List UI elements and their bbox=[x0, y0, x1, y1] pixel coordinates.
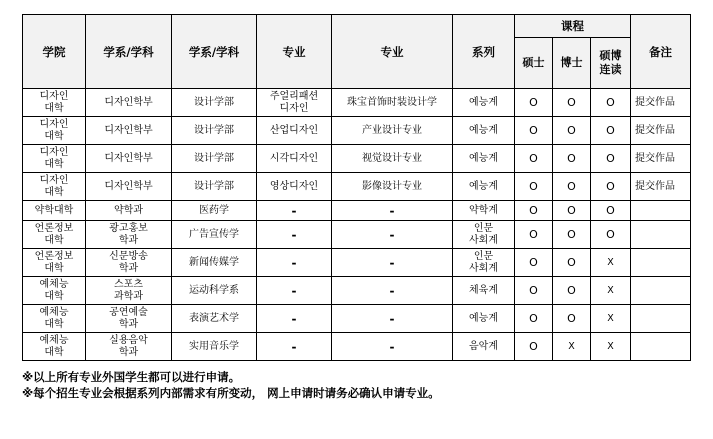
combined-cell: O bbox=[591, 173, 631, 201]
dept-ko-cell: 디자인학부 bbox=[86, 89, 172, 117]
combined-cell: X bbox=[591, 333, 631, 361]
dept-zh-cell: 设计学部 bbox=[172, 89, 257, 117]
note-cell: 提交作品 bbox=[631, 89, 691, 117]
note-cell: 提交作品 bbox=[631, 145, 691, 173]
combined-cell: O bbox=[591, 145, 631, 173]
footnotes bbox=[22, 369, 702, 401]
series-cell: 인문 사회계 bbox=[453, 221, 515, 249]
dept-zh-cell: 医药学 bbox=[172, 201, 257, 221]
major-ko-cell: - bbox=[257, 277, 332, 305]
combined-cell: O bbox=[591, 117, 631, 145]
dept-ko-cell: 디자인학부 bbox=[86, 145, 172, 173]
series-cell: 약학계 bbox=[453, 201, 515, 221]
series-cell: 음악계 bbox=[453, 333, 515, 361]
major-ko-cell: 주얼리패션 디자인 bbox=[257, 89, 332, 117]
header-college: 学院 bbox=[23, 15, 86, 89]
table-header bbox=[23, 15, 691, 89]
dept-zh-cell: 新闻传媒学 bbox=[172, 249, 257, 277]
series-cell: 예능계 bbox=[453, 89, 515, 117]
dept-ko-cell: 실용음악 학과 bbox=[86, 333, 172, 361]
note-cell: 提交作品 bbox=[631, 173, 691, 201]
master-cell: O bbox=[515, 249, 553, 277]
program-table bbox=[22, 14, 691, 361]
series-cell: 예능계 bbox=[453, 117, 515, 145]
master-cell: O bbox=[515, 333, 553, 361]
table-row bbox=[23, 117, 691, 145]
series-cell: 인문 사회계 bbox=[453, 249, 515, 277]
note-cell: 提交作品 bbox=[631, 117, 691, 145]
major-ko-cell: - bbox=[257, 221, 332, 249]
table-row bbox=[23, 145, 691, 173]
major-ko-cell: - bbox=[257, 249, 332, 277]
combined-cell: O bbox=[591, 221, 631, 249]
major-zh-cell: - bbox=[332, 305, 453, 333]
major-zh-cell: - bbox=[332, 333, 453, 361]
series-cell: 체육계 bbox=[453, 277, 515, 305]
dept-zh-cell: 设计学部 bbox=[172, 173, 257, 201]
dept-zh-cell: 表演艺术学 bbox=[172, 305, 257, 333]
doctor-cell: O bbox=[553, 89, 591, 117]
footnote-2: ※每个招生专业会根据系列内部需求有所变动， 网上申请时请务必确认申请专业。 bbox=[22, 386, 440, 400]
dept-ko-cell: 광고홍보 학과 bbox=[86, 221, 172, 249]
dept-ko-cell: 약학과 bbox=[86, 201, 172, 221]
series-cell: 예능계 bbox=[453, 305, 515, 333]
dept-ko-cell: 공연예술 학과 bbox=[86, 305, 172, 333]
doctor-cell: X bbox=[553, 333, 591, 361]
combined-cell: X bbox=[591, 249, 631, 277]
doctor-cell: O bbox=[553, 117, 591, 145]
dept-ko-cell: 신문방송 학과 bbox=[86, 249, 172, 277]
doctor-cell: O bbox=[553, 249, 591, 277]
college-cell: 디자인 대학 bbox=[23, 145, 86, 173]
master-cell: O bbox=[515, 89, 553, 117]
major-ko-cell: - bbox=[257, 201, 332, 221]
major-ko-cell: 시각디자인 bbox=[257, 145, 332, 173]
note-cell bbox=[631, 277, 691, 305]
major-ko-cell: 영상디자인 bbox=[257, 173, 332, 201]
major-ko-cell: - bbox=[257, 333, 332, 361]
note-cell bbox=[631, 249, 691, 277]
footnote-1: ※以上所有专业外国学生都可以进行申请。 bbox=[22, 370, 241, 384]
header-course: 课程 bbox=[515, 15, 631, 38]
dept-zh-cell: 广告宣传学 bbox=[172, 221, 257, 249]
header-remarks: 备注 bbox=[631, 15, 691, 89]
note-cell bbox=[631, 305, 691, 333]
major-zh-cell: 珠宝首饰时装设计学 bbox=[332, 89, 453, 117]
college-cell: 디자인 대학 bbox=[23, 89, 86, 117]
header-doctor: 博士 bbox=[553, 38, 591, 89]
major-zh-cell: 视觉设计专业 bbox=[332, 145, 453, 173]
table-row bbox=[23, 305, 691, 333]
college-cell: 디자인 대학 bbox=[23, 173, 86, 201]
note-cell bbox=[631, 333, 691, 361]
combined-cell: X bbox=[591, 305, 631, 333]
major-ko-cell: 산업디자인 bbox=[257, 117, 332, 145]
master-cell: O bbox=[515, 277, 553, 305]
master-cell: O bbox=[515, 221, 553, 249]
table-row bbox=[23, 221, 691, 249]
dept-ko-cell: 스포츠 과학과 bbox=[86, 277, 172, 305]
header-major-zh: 专业 bbox=[332, 15, 453, 89]
header-major-ko: 专业 bbox=[257, 15, 332, 89]
header-dept-zh: 学系/学科 bbox=[172, 15, 257, 89]
table-row bbox=[23, 89, 691, 117]
college-cell: 언론정보 대학 bbox=[23, 249, 86, 277]
master-cell: O bbox=[515, 145, 553, 173]
note-cell bbox=[631, 221, 691, 249]
header-dept-ko: 学系/学科 bbox=[86, 15, 172, 89]
college-cell: 예체능 대학 bbox=[23, 333, 86, 361]
college-cell: 언론정보 대학 bbox=[23, 221, 86, 249]
major-zh-cell: - bbox=[332, 277, 453, 305]
doctor-cell: O bbox=[553, 145, 591, 173]
table-body bbox=[23, 89, 691, 361]
doctor-cell: O bbox=[553, 305, 591, 333]
major-zh-cell: 产业设计专业 bbox=[332, 117, 453, 145]
college-cell: 예체능 대학 bbox=[23, 277, 86, 305]
doctor-cell: O bbox=[553, 221, 591, 249]
dept-ko-cell: 디자인학부 bbox=[86, 117, 172, 145]
series-cell: 예능계 bbox=[453, 173, 515, 201]
dept-zh-cell: 设计学部 bbox=[172, 145, 257, 173]
table-row bbox=[23, 173, 691, 201]
major-zh-cell: - bbox=[332, 201, 453, 221]
table-row bbox=[23, 277, 691, 305]
program-table-wrapper bbox=[22, 14, 690, 361]
note-cell bbox=[631, 201, 691, 221]
combined-cell: X bbox=[591, 277, 631, 305]
master-cell: O bbox=[515, 201, 553, 221]
college-cell: 예체능 대학 bbox=[23, 305, 86, 333]
dept-zh-cell: 设计学部 bbox=[172, 117, 257, 145]
master-cell: O bbox=[515, 305, 553, 333]
doctor-cell: O bbox=[553, 277, 591, 305]
dept-zh-cell: 实用音乐学 bbox=[172, 333, 257, 361]
table-row bbox=[23, 249, 691, 277]
major-zh-cell: 影像设计专业 bbox=[332, 173, 453, 201]
series-cell: 예능계 bbox=[453, 145, 515, 173]
table-row bbox=[23, 333, 691, 361]
table-row bbox=[23, 201, 691, 221]
college-cell: 약학대학 bbox=[23, 201, 86, 221]
doctor-cell: O bbox=[553, 201, 591, 221]
major-zh-cell: - bbox=[332, 221, 453, 249]
major-ko-cell: - bbox=[257, 305, 332, 333]
master-cell: O bbox=[515, 117, 553, 145]
dept-ko-cell: 디자인학부 bbox=[86, 173, 172, 201]
header-combined: 硕博 连读 bbox=[591, 38, 631, 89]
header-master: 硕士 bbox=[515, 38, 553, 89]
master-cell: O bbox=[515, 173, 553, 201]
doctor-cell: O bbox=[553, 173, 591, 201]
major-zh-cell: - bbox=[332, 249, 453, 277]
combined-cell: O bbox=[591, 89, 631, 117]
header-series: 系列 bbox=[453, 15, 515, 89]
dept-zh-cell: 运动科学系 bbox=[172, 277, 257, 305]
combined-cell: O bbox=[591, 201, 631, 221]
college-cell: 디자인 대학 bbox=[23, 117, 86, 145]
